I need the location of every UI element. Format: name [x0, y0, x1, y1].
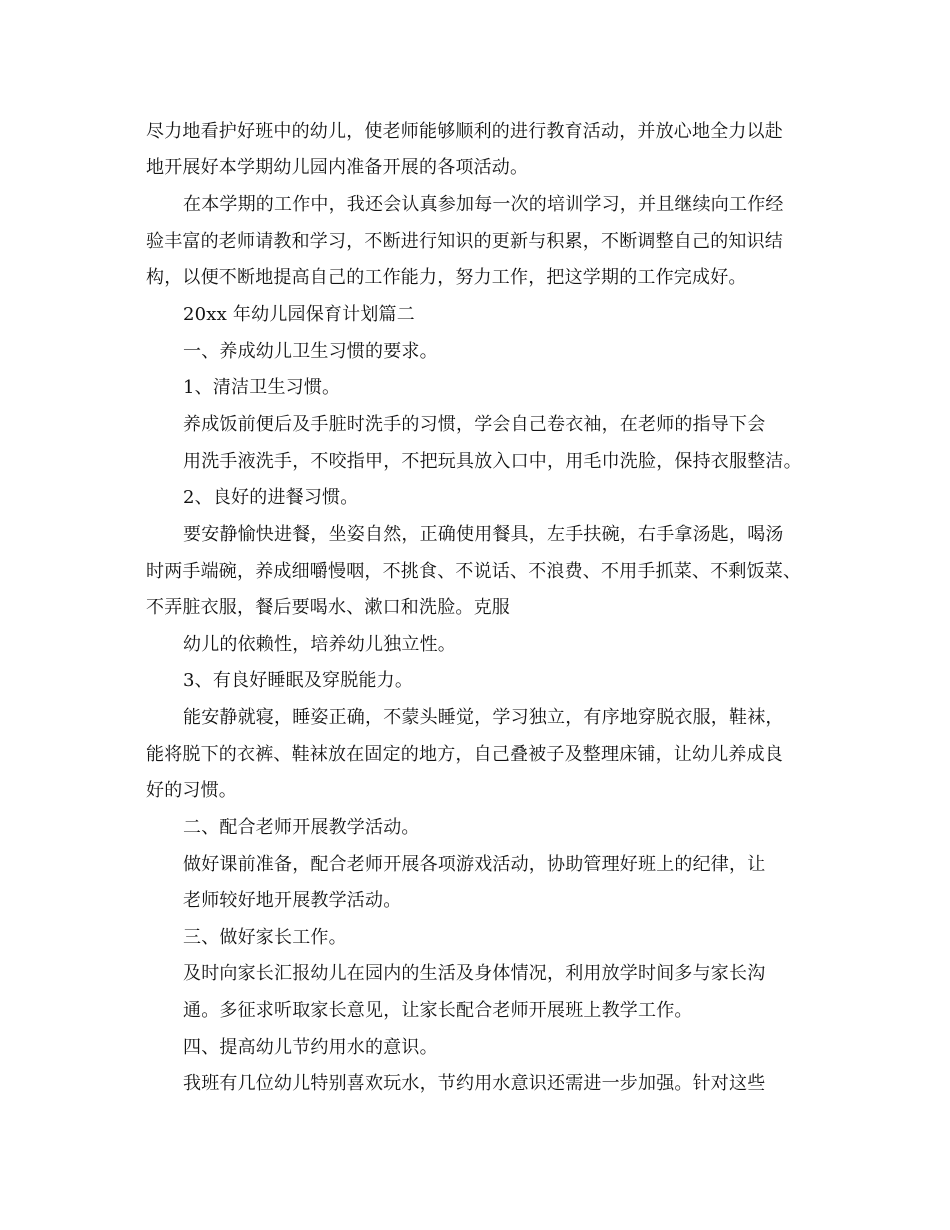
text-line: 能安静就寝，睡姿正确，不蒙头睡觉，学习独立，有序地穿脱衣服，鞋袜，: [183, 707, 784, 728]
text-line: 2、良好的进餐习惯。: [183, 487, 359, 508]
text-line: 二、配合老师开展教学活动。: [183, 817, 420, 838]
text-line: 时两手端碗，养成细嚼慢咽，不挑食、不说话、不浪费、不用手抓菜、不剩饭菜、: [146, 561, 802, 582]
text-line: 通。多征求听取家长意见，让家长配合老师开展班上教学工作。: [183, 1000, 693, 1021]
text-line: 地开展好本学期幼儿园内准备开展的各项活动。: [146, 157, 529, 178]
text-line: 不弄脏衣服，餐后要喝水、漱口和洗脸。克服: [146, 597, 510, 618]
text-line: 尽力地看护好班中的幼儿，使老师能够顺利的进行教育活动，并放心地全力以赴: [146, 121, 783, 142]
text-line: 1、清洁卫生习惯。: [183, 377, 341, 398]
text-line: 三、做好家长工作。: [183, 927, 347, 948]
text-line: 四、提高幼儿节约用水的意识。: [183, 1037, 438, 1058]
text-line: 一、养成幼儿卫生习惯的要求。: [183, 341, 438, 362]
section-heading: 20xx 年幼儿园保育计划篇二: [183, 304, 415, 325]
text-line: 幼儿的依赖性，培养幼儿独立性。: [183, 634, 456, 655]
text-line: 能将脱下的衣裤、鞋袜放在固定的地方，自己叠被子及整理床铺，让幼儿养成良: [146, 744, 783, 765]
text-line: 在本学期的工作中，我还会认真参加每一次的培训学习，并且继续向工作经: [183, 194, 784, 215]
text-line: 我班有几位幼儿特别喜欢玩水，节约用水意识还需进一步加强。针对这些: [183, 1073, 766, 1094]
text-line: 3、有良好睡眠及穿脱能力。: [183, 670, 414, 691]
text-line: 要安静愉快进餐，坐姿自然，正确使用餐具，左手扶碗，右手拿汤匙，喝汤: [183, 524, 784, 545]
text-line: 用洗手液洗手，不咬指甲，不把玩具放入口中，用毛巾洗脸，保持衣服整洁。: [183, 451, 802, 472]
text-line: 老师较好地开展教学活动。: [183, 890, 402, 911]
text-line: 做好课前准备，配合老师开展各项游戏活动，协助管理好班上的纪律，让: [183, 854, 766, 875]
text-line: 验丰富的老师请教和学习，不断进行知识的更新与积累，不断调整自己的知识结: [146, 231, 783, 252]
text-line: 构，以便不断地提高自己的工作能力，努力工作，把这学期的工作完成好。: [146, 267, 747, 288]
text-line: 养成饭前便后及手脏时洗手的习惯，学会自己卷衣袖，在老师的指导下会: [183, 414, 766, 435]
text-line: 好的习惯。: [146, 780, 237, 801]
text-line: 及时向家长汇报幼儿在园内的生活及身体情况，利用放学时间多与家长沟: [183, 963, 766, 984]
